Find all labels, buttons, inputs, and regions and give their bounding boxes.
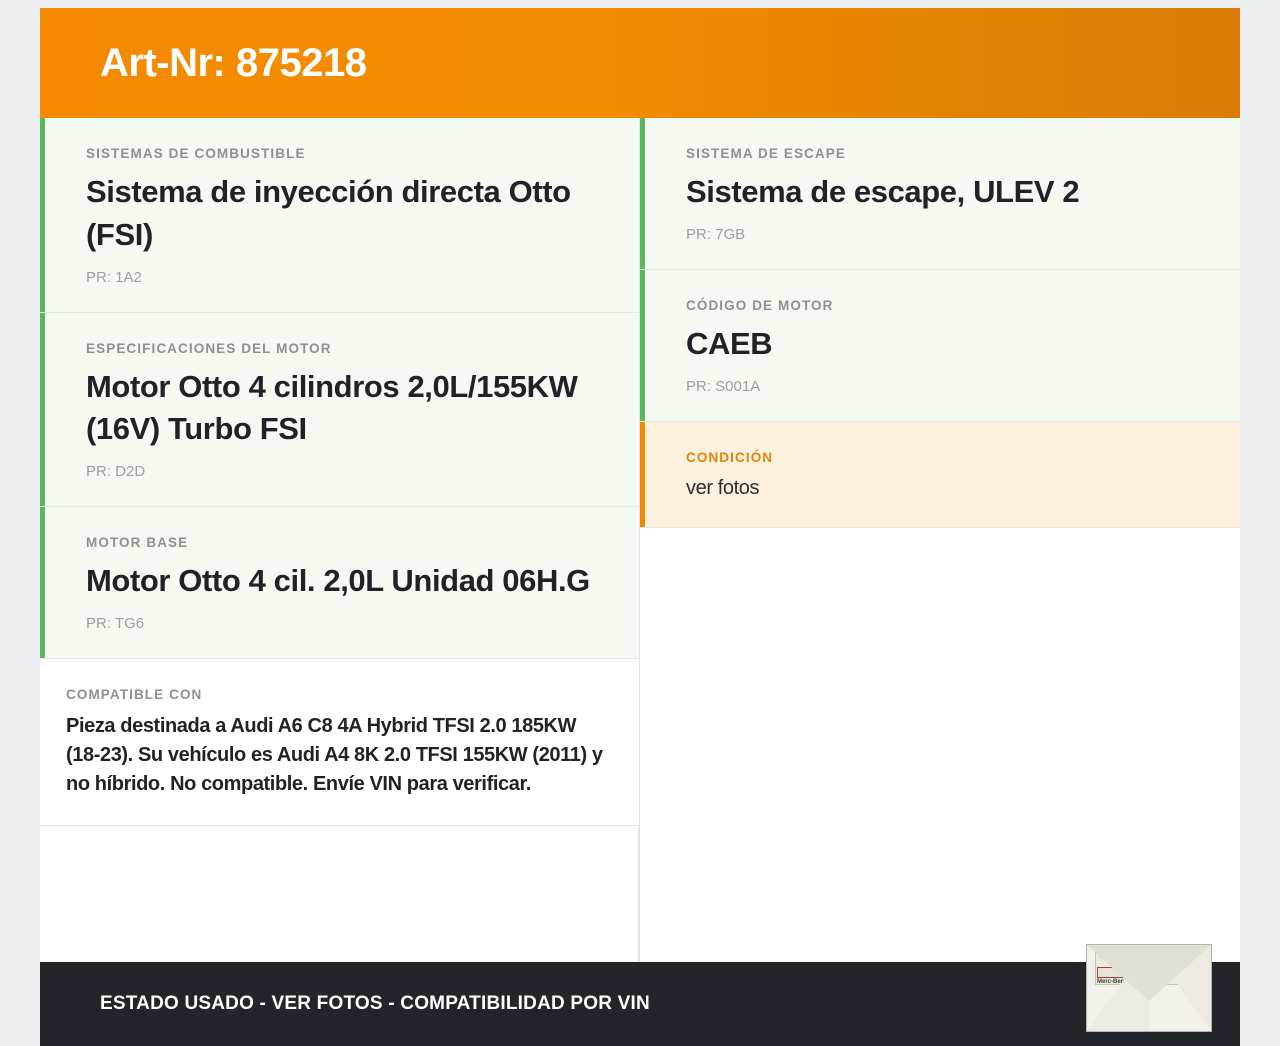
- stamp-top-text: Transporte: [1095, 951, 1199, 985]
- page-title: Art-Nr: 875218: [100, 40, 367, 85]
- spec-columns: [40, 118, 1240, 962]
- spec-pr-code: PR: D2D: [86, 463, 146, 481]
- spec-value: Sistema de inyección directa Otto (FSI): [86, 174, 571, 252]
- right-column: [640, 118, 1240, 962]
- spec-card-fuel-system: [40, 118, 639, 313]
- spec-pr-code: PR: TG6: [86, 614, 145, 632]
- spec-value: CAEB: [686, 325, 773, 361]
- spec-label: COMPATIBLE CON: [66, 686, 203, 702]
- spec-pr-code: PR: 7GB: [686, 225, 746, 243]
- stamp-serial: H 71462J31A: [1097, 967, 1193, 978]
- spec-value: Motor Otto 4 cilindros 2,0L/155KW (16V) Turbo FSI: [86, 368, 578, 447]
- left-column-filler: [40, 826, 639, 962]
- stamp-code: H AU: [1186, 957, 1199, 963]
- spec-card-compatibility: [40, 659, 639, 826]
- footer-notice: ESTADO USADO - VER FOTOS - COMPATIBILIDAD POR VIN: [100, 993, 650, 1014]
- spec-card-engine-specs: [40, 313, 639, 508]
- spec-pr-code: PR: S001A: [686, 377, 761, 395]
- spec-pr-code: PR: 1A2: [86, 268, 142, 286]
- spec-label: ESPECIFICACIONES DEL MOTOR: [86, 340, 332, 356]
- spec-card-condition: [640, 422, 1240, 528]
- spec-value: ver fotos: [686, 476, 760, 499]
- spec-label: SISTEMAS DE COMBUSTIBLE: [86, 146, 306, 161]
- spec-label: SISTEMA DE ESCAPE: [686, 146, 846, 161]
- spec-value: Motor Otto 4 cil. 2,0L Unidad 06H.G: [86, 563, 590, 599]
- spec-card-exhaust-system: [640, 118, 1240, 270]
- spec-label: CÓDIGO DE MOTOR: [686, 297, 834, 313]
- spec-card-engine-code: [640, 270, 1240, 422]
- stamp-brand: Merc-Benz: [1097, 979, 1128, 985]
- spec-label: CONDICIÓN: [686, 449, 774, 465]
- spec-label: MOTOR BASE: [86, 535, 189, 551]
- footer-bar: [40, 954, 1240, 1046]
- right-column-filler: [640, 528, 1240, 962]
- envelope-flap: [1087, 945, 1211, 1001]
- spec-card-base-engine: [40, 507, 639, 659]
- envelope-stamp-icon: [1086, 944, 1212, 1032]
- spec-value: Pieza destinada a Audi A6 C8 4A Hybrid TFSI 2.0 185KW (18-23). Su vehículo es Audi A4 8K 2.0 TFSI 155KW (2011) y no híbrido. No compatible. Envíe VIN para verificar.: [66, 714, 603, 795]
- left-column: [40, 118, 640, 962]
- label-sheet: [40, 8, 1240, 1046]
- spec-value: Sistema de escape, ULEV 2: [686, 174, 1080, 209]
- header-bar: [40, 8, 1240, 118]
